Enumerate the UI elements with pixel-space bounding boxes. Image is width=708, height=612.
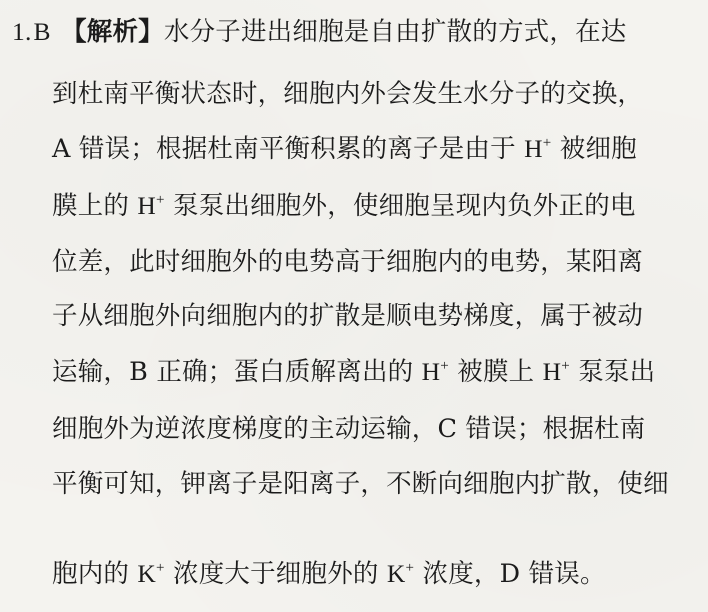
text-line-2 bbox=[52, 74, 643, 114]
text-segment: 泵泵出 bbox=[569, 357, 656, 387]
hydrogen-ion: H+ bbox=[421, 357, 449, 386]
hydrogen-ion: H+ bbox=[542, 357, 570, 386]
text-segment: 泵泵出细胞外，使细胞呈现内负外正的电 bbox=[164, 191, 636, 221]
question-number: 1. bbox=[12, 17, 32, 46]
text-line-5 bbox=[52, 242, 643, 282]
potassium-ion: K+ bbox=[137, 559, 165, 588]
text-segment: 胞内的 bbox=[52, 559, 138, 589]
text-segment: A 错误；根据杜南平衡积累的离子是由于 bbox=[52, 134, 525, 164]
potassium-ion: K+ bbox=[386, 559, 415, 588]
hydrogen-ion: H+ bbox=[524, 134, 552, 163]
text-line-10 bbox=[52, 554, 606, 594]
text-segment: 平衡可知，钾离子是阳离子，不断向细胞内扩散，使细 bbox=[52, 469, 669, 499]
text-segment: 膜上的 bbox=[52, 191, 138, 221]
text-line-3 bbox=[52, 129, 637, 169]
text-line-8 bbox=[52, 409, 645, 449]
text-segment: 浓度大于细胞外的 bbox=[164, 559, 387, 589]
text-segment: 到杜南平衡状态时，细胞内外会发生水分子的交换， bbox=[52, 79, 644, 109]
text-segment: 子从细胞外向细胞内的扩散是顺电势梯度，属于被动 bbox=[52, 301, 644, 331]
text-segment: 运输，B 正确；蛋白质解离出的 bbox=[52, 357, 422, 387]
answer-choice: B bbox=[33, 17, 51, 46]
text-line-1 bbox=[12, 12, 626, 52]
text-line-7 bbox=[52, 352, 655, 392]
text-segment: 被细胞 bbox=[551, 134, 637, 164]
text-segment: 水分子进出细胞是自由扩散的方式，在达 bbox=[163, 17, 627, 47]
text-segment: 位差，此时细胞外的电势高于细胞内的电势，某阳离 bbox=[52, 247, 644, 277]
hydrogen-ion: H+ bbox=[137, 191, 165, 220]
text-segment: 浓度，D 错误。 bbox=[414, 559, 606, 589]
text-segment: 被膜上 bbox=[448, 357, 543, 387]
text-line-9 bbox=[52, 464, 669, 504]
text-line-6 bbox=[52, 296, 643, 336]
text-segment: 细胞外为逆浓度梯度的主动运输，C 错误；根据杜南 bbox=[52, 414, 646, 444]
analysis-tag: 【解析】 bbox=[61, 17, 164, 47]
text-line-4 bbox=[52, 186, 636, 226]
